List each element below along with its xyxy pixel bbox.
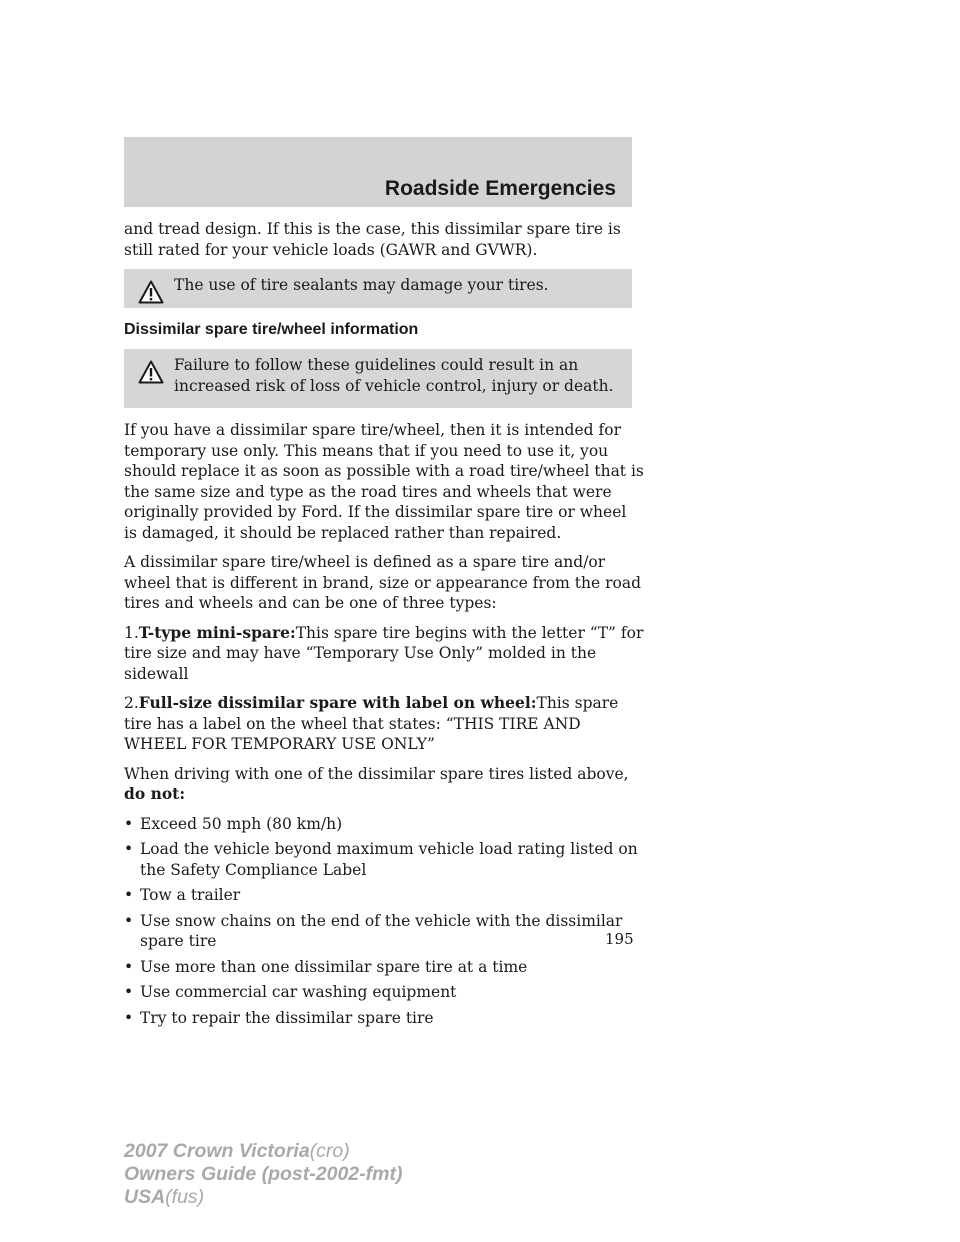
bullet-icon: • bbox=[124, 814, 134, 833]
footer-market: USA bbox=[124, 1186, 166, 1208]
list-item bbox=[124, 814, 644, 835]
intro-paragraph: and tread design. If this is the case, this dissimilar spare tire is still rated for your vehicle loads (GAWR and GVWR). bbox=[124, 220, 621, 259]
list-item-text: Try to repair the dissimilar spare tire bbox=[140, 1008, 434, 1027]
warning-triangle-icon bbox=[138, 280, 164, 304]
type-number: 1. bbox=[124, 623, 139, 642]
list-item-text: Load the vehicle beyond maximum vehicle load rating listed on the Safety Compliance Label bbox=[140, 840, 638, 879]
list-item bbox=[124, 911, 644, 952]
warning-box-guidelines bbox=[124, 349, 632, 408]
footer-line-3 bbox=[124, 1186, 402, 1209]
page-body bbox=[124, 219, 644, 1033]
subheading: Dissimilar spare tire/wheel information bbox=[124, 320, 419, 338]
bullet-icon: • bbox=[124, 983, 134, 1001]
type-item-2 bbox=[124, 693, 644, 755]
footer-model: 2007 Crown Victoria bbox=[124, 1140, 310, 1162]
footer-market-code: (fus) bbox=[165, 1186, 205, 1208]
list-item bbox=[124, 957, 644, 978]
bullet-icon: • bbox=[124, 911, 134, 930]
warning-text-guidelines: Failure to follow these guidelines could result in an increased risk of loss of vehicle control, injury or death. bbox=[174, 356, 614, 395]
warning-triangle-icon bbox=[138, 360, 164, 384]
driving-intro-text: When driving with one of the dissimilar spare tires listed above, bbox=[124, 764, 629, 783]
page-number: 195 bbox=[605, 930, 634, 948]
list-item bbox=[124, 839, 644, 880]
footer-watermark bbox=[124, 1140, 402, 1209]
warning-text-sealants: The use of tire sealants may damage your tires. bbox=[174, 276, 549, 294]
list-item bbox=[124, 1008, 644, 1029]
footer-line-1 bbox=[124, 1140, 402, 1163]
footer-line-2 bbox=[124, 1163, 402, 1186]
temporary-use-paragraph: If you have a dissimilar spare tire/wheel, then it is intended for temporary use only. This means that if you need to use it, you should replace it as soon as possible with a road tire/wheel that is the same size and type as the road tires and wheels that were originally provided by Ford. If the dissimilar spare tire or wheel is damaged, it should be replaced rather than repaired. bbox=[124, 421, 644, 542]
type-number: 2. bbox=[124, 694, 139, 712]
bullet-icon: • bbox=[124, 1008, 134, 1027]
list-item-text: Exceed 50 mph (80 km/h) bbox=[140, 814, 343, 833]
bullet-icon: • bbox=[124, 886, 134, 904]
driving-intro bbox=[124, 764, 644, 805]
list-item bbox=[124, 982, 644, 1003]
list-item-text: Tow a trailer bbox=[140, 886, 241, 904]
type-item-1 bbox=[124, 623, 644, 685]
type-term: Full-size dissimilar spare with label on wheel: bbox=[138, 693, 537, 712]
bullet-icon: • bbox=[124, 957, 134, 976]
list-item bbox=[124, 885, 644, 906]
footer-guide-name: Owners Guide (post-2002-fmt) bbox=[124, 1163, 403, 1185]
footer-model-code: (cro) bbox=[309, 1140, 350, 1162]
list-item-text: Use snow chains on the end of the vehicle with the dissimilar spare tire bbox=[140, 911, 623, 950]
section-title: Roadside Emergencies bbox=[384, 177, 616, 200]
do-not-list bbox=[124, 814, 644, 1029]
section-header bbox=[124, 137, 632, 207]
warning-box-sealants bbox=[124, 269, 632, 308]
type-description: This spare tire begins with the letter “T” for tire size and may have “Temporary Use Only” molded in the sidewall bbox=[124, 623, 644, 683]
bullet-icon: • bbox=[124, 840, 134, 858]
definition-paragraph: A dissimilar spare tire/wheel is defined as a spare tire and/or wheel that is different in brand, size or appearance from the road tires and wheels and can be one of three types: bbox=[124, 553, 641, 612]
type-description: This spare tire has a label on the wheel that states: “THIS TIRE AND WHEEL FOR TEMPORARY USE ONLY” bbox=[124, 694, 619, 753]
driving-emphasis: do not: bbox=[124, 784, 186, 803]
list-item-text: Use more than one dissimilar spare tire at a time bbox=[140, 957, 528, 976]
type-term: T-type mini-spare: bbox=[138, 622, 296, 642]
list-item-text: Use commercial car washing equipment bbox=[140, 983, 457, 1001]
